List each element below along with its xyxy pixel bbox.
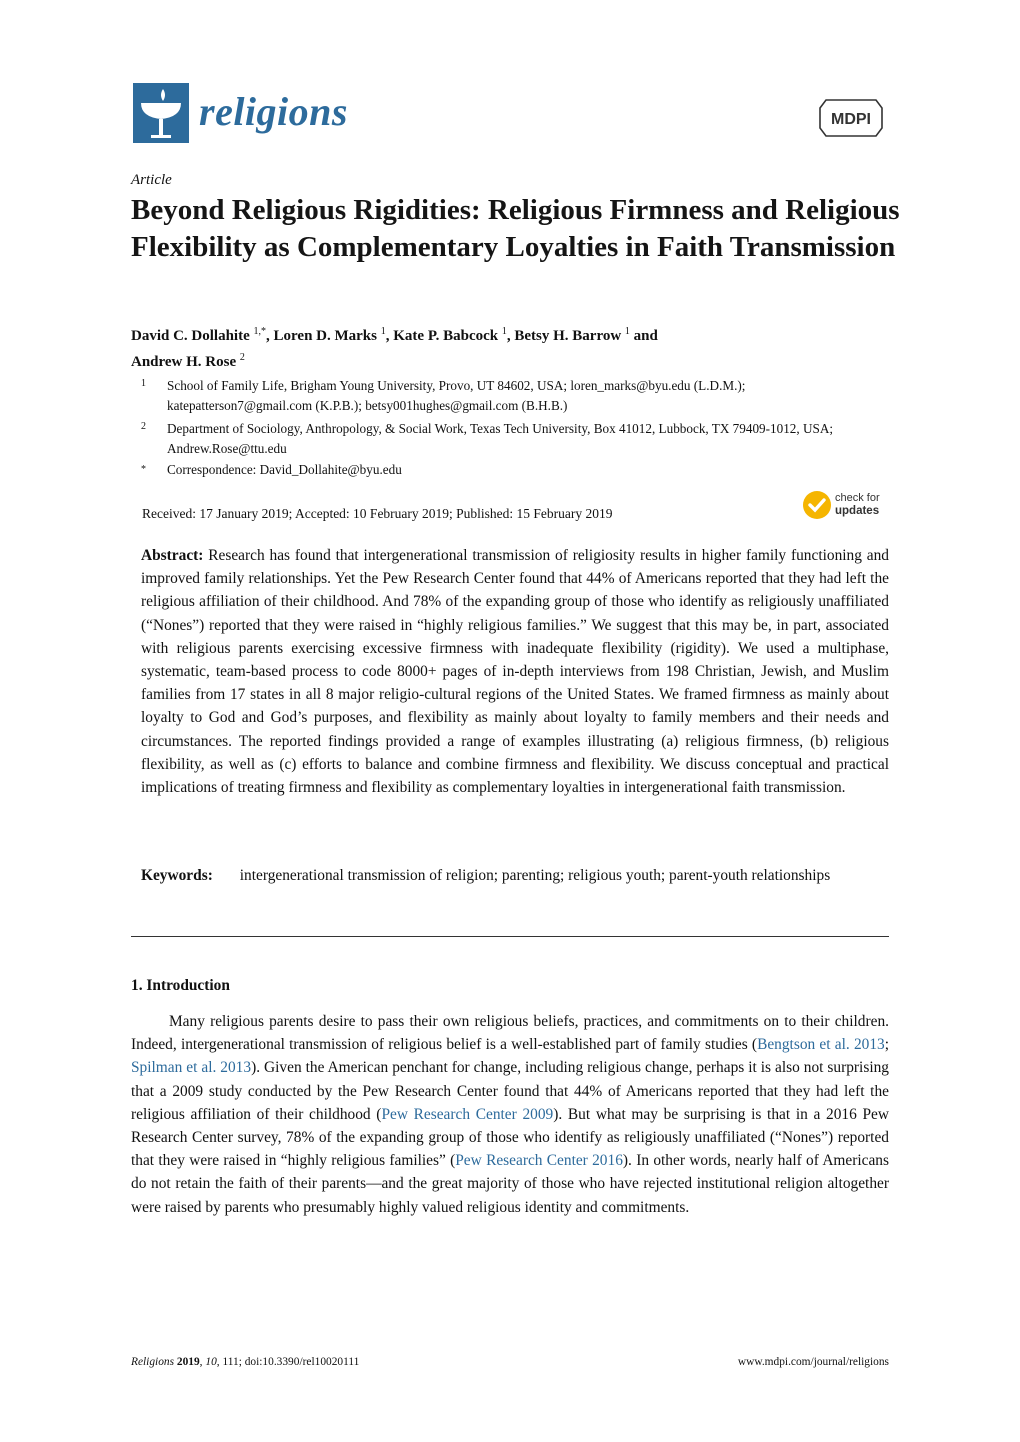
article-type: Article [131, 172, 172, 188]
mdpi-logo-text: MDPI [831, 111, 871, 128]
author-name: Betsy H. Barrow [514, 328, 622, 344]
author-affil-sup: 1,* [253, 326, 267, 337]
footer-url[interactable]: www.mdpi.com/journal/religions [737, 1356, 889, 1368]
affiliation-1: 1 School of Family Life, Brigham Young University, Provo, UT 84602, USA; loren_marks@byu.edu (L.D.M.); katepatterson7@gmail.com (K.P.B.); betsy001hughes@gmail.com (B.H.B.) [141, 378, 746, 413]
footer-citation: Religions 2019, 10, 111; doi:10.3390/rel10020111 [131, 1356, 360, 1368]
journal-name: religions [199, 89, 348, 134]
abstract [141, 544, 889, 799]
author-affil-sup: 1 [380, 326, 386, 337]
citation-link[interactable]: Spilman et al. 2013 [131, 1059, 252, 1077]
author-affil-sup: 2 [239, 352, 245, 363]
citation-link[interactable]: Pew Research Center 2009 [381, 1105, 554, 1123]
check-updates-line1: check for [835, 492, 880, 504]
author-affil-sup: 1 [501, 326, 507, 337]
correspondence: * Correspondence: David_Dollahite@byu.edu [141, 462, 402, 477]
author-name: Andrew H. Rose [131, 354, 237, 370]
author-affil-sup: 1 [624, 326, 630, 337]
mdpi-logo [814, 96, 888, 140]
citation-link[interactable]: Pew Research Center 2016 [455, 1152, 623, 1170]
abstract-label: Abstract: [141, 547, 204, 564]
author-list: David C. Dollahite $^{1,*}$, Loren D. Marks $^1$, Kate P. Babcock $^1$, Betsy H. Barrow $^1$ and Andrew H. Rose $^2$ [131, 326, 658, 370]
section-heading: 1. Introduction [131, 977, 230, 994]
keywords [141, 864, 889, 887]
author-name: Kate P. Babcock [393, 328, 499, 344]
author-name: David C. Dollahite [131, 328, 250, 344]
publication-dates: Received: 17 January 2019; Accepted: 10 February 2019; Published: 15 February 2019 [142, 506, 613, 521]
journal-logo-icon [133, 83, 189, 143]
keywords-label: Keywords: [141, 867, 213, 884]
check-updates-line2: updates [835, 505, 880, 517]
intro-paragraph: Many religious parents desire to pass their own religious beliefs, practices, and commitments on to their children. Indeed, intergenerational transmission of religious belief is a well-established part of family studies (Bengtson et al. 2013; Spilman et al. 2013). Given the American penchant for change, including religious change, perhaps it is also not surprising that a 2009 study conducted by the Pew Research Center found that 44% of Americans reported that they had left the religious affiliation of their childhood (Pew Research Center 2009). But what may be surprising is that in a 2016 Pew Research Center survey, 78% of the expanding group of those who identify as religiously unaffiliated (“Nones”) reported that they were raised in “highly religious families” (Pew Research Center 2016). In other words, nearly half of Americans do not retain the faith of their parents—and the great majority of those who have rejected institutional religion altogether were raised by parents who presumably highly valued religious identity and commitments. [131, 1013, 890, 1216]
check-updates-icon [801, 489, 833, 521]
abstract-text: Research has found that intergenerational transmission of religiosity results in higher family functioning and improved family relationships. Yet the Pew Research Center found that 44% of Americans reported that they had left the religious affiliation of their childhood. And 78% of the expanding group of those who identify as religiously unaffiliated (“Nones”) reported that they were raised in “highly religious families.” We suggest that this may be, in part, associated with religious parents exercising excessive firmness with inadequate flexibility (rigidity). We used a multiphase, systematic, team-based process to code 8000+ pages of in-depth interviews from 198 Christian, Jewish, and Muslim families from 17 states in all 8 major religio-cultural regions of the United States. We framed firmness as mainly about loyalty to God and God’s purposes, and flexibility as mainly about loyalty to family members and their needs and circumstances. The reported findings provided a range of examples illustrating (a) religious firmness, (b) religious flexibility, as well as (c) efforts to balance and combine firmness and flexibility. We discuss conceptual and practical implications of treating firmness and flexibility as complementary loyalties in intergenerational faith transmission. [141, 547, 889, 797]
keywords-text: intergenerational transmission of religion; parenting; religious youth; parent-youth relationships [239, 867, 831, 884]
section-divider [131, 936, 889, 937]
affiliation-2: 2 Department of Sociology, Anthropology, & Social Work, Texas Tech University, Box 41012, Lubbock, TX 79409-1012, USA; Andrew.Rose@ttu.edu [141, 421, 834, 456]
check-for-updates-badge[interactable] [801, 489, 891, 525]
citation-link[interactable]: Bengtson et al. 2013 [757, 1036, 885, 1054]
author-name: Loren D. Marks [273, 328, 377, 344]
article-title: Beyond Religious Rigidities: Religious Firmness and Religious Flexibility as Complementary Loyalties in Faith Transmission [131, 194, 900, 263]
